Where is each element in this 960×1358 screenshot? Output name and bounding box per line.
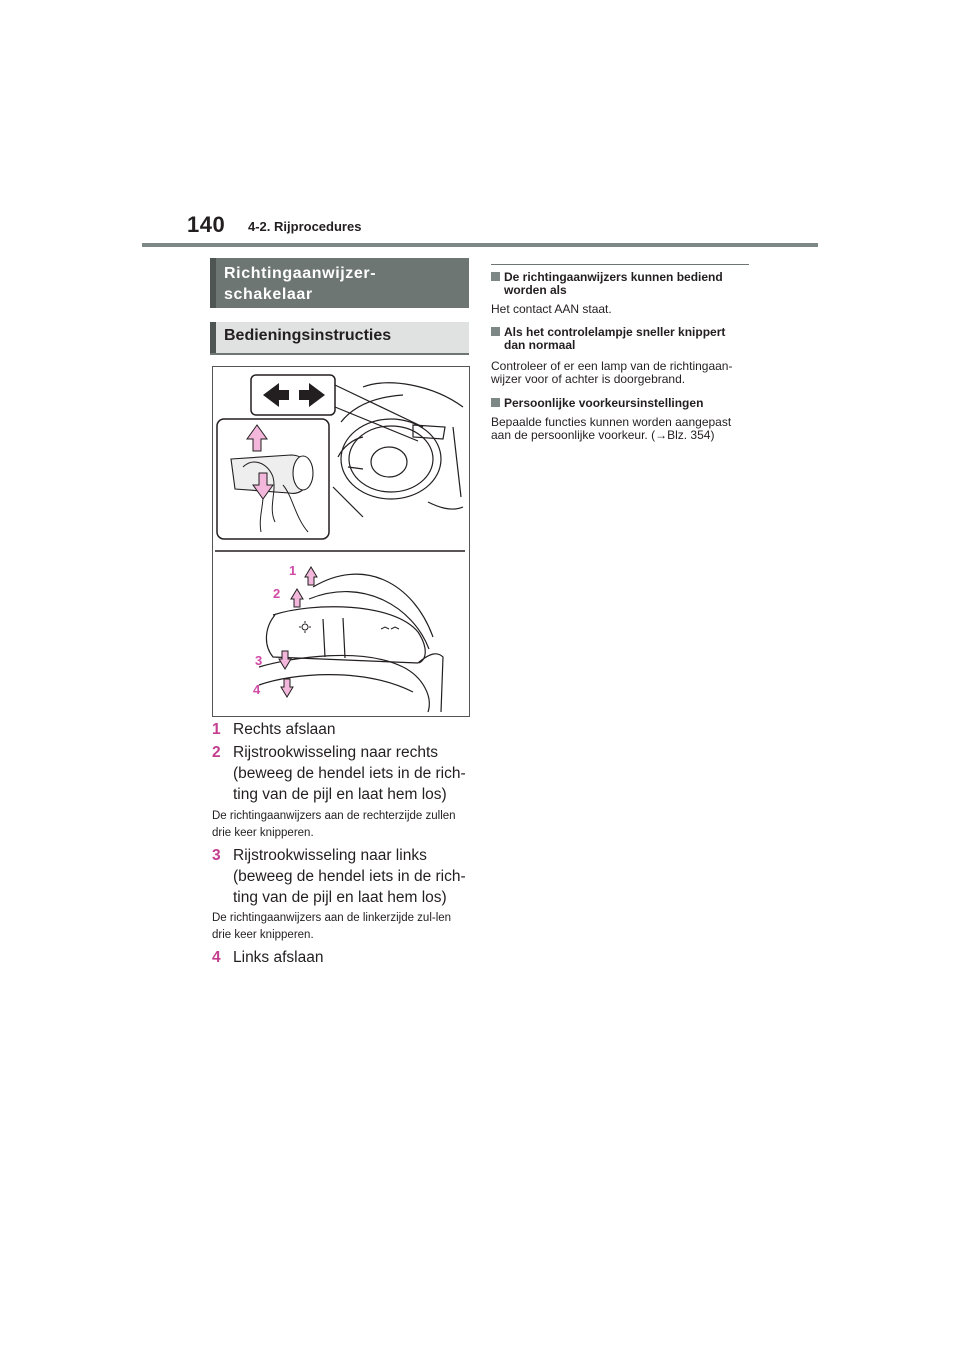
info-heading-text: De richtingaanwijzers kunnen bediend worden als: [504, 270, 723, 297]
steering-wheel-sketch: [333, 383, 463, 517]
page-number: 140: [187, 212, 226, 237]
callout-arrow-2: [291, 589, 303, 607]
step-number: 3: [212, 847, 221, 864]
square-bullet-icon: [491, 272, 500, 281]
callout-arrow-1: [305, 567, 317, 585]
section-title: Richtingaanwijzer-schakelaar: [224, 265, 377, 303]
step-number: 1: [212, 721, 221, 738]
header-rule: [142, 243, 818, 247]
chapter-title: 4-2. Rijprocedures: [248, 219, 362, 234]
step-text: Rijstrookwisseling naar rechts (beweeg de hendel iets in de rich-ting van de pijl en laat hem los): [233, 744, 466, 803]
turn-signal-illustration: [212, 366, 470, 717]
subsection-heading-bar: [210, 322, 216, 353]
step-text: Rechts afslaan: [233, 721, 336, 738]
step-text: Links afslaan: [233, 949, 324, 966]
subsection-heading: [210, 322, 469, 355]
callout-arrow-4: [281, 679, 293, 697]
callout-arrow-3: [279, 651, 291, 669]
info-heading-text: Als het controlelampje sneller knippert dan normaal: [504, 325, 726, 352]
square-bullet-icon: [491, 398, 500, 407]
step-text: Rijstrookwisseling naar links (beweeg de hendel iets in de rich-ting van de pijl en laat hem los): [233, 847, 466, 906]
lever-symbols-icon: [299, 621, 399, 633]
callout-label-3: 3: [255, 653, 263, 668]
info-text-preferences: Bepaalde functies kunnen worden aangepast aan de persoonlijke voorkeur. (→Blz. 354): [491, 415, 732, 442]
callout-label-4: 4: [253, 682, 261, 697]
section-heading-bar: [210, 258, 216, 308]
hand-operating-lever-inset: [217, 419, 329, 539]
square-bullet-icon: [491, 327, 500, 336]
note-right-signal: De richtingaanwijzers aan de rechterzijde zullen drie keer knipperen.: [212, 810, 456, 839]
info-heading-text: Persoonlijke voorkeursinstellingen: [504, 396, 704, 410]
right-column-rule: [491, 264, 749, 265]
callout-label-2: 2: [273, 586, 281, 601]
step-number: 2: [212, 744, 221, 761]
info-text-fast-blink: Controleer of er een lamp van de richtingaan-wijzer voor of achter is doorgebrand.: [491, 359, 733, 386]
turn-direction-arrows-icon: [251, 375, 335, 415]
callout-label-1: 1: [289, 563, 297, 578]
note-left-signal: De richtingaanwijzers aan de linkerzijde zul-len drie keer knipperen.: [212, 912, 452, 941]
step-number: 4: [212, 949, 221, 966]
section-heading: [210, 258, 469, 308]
info-text-operable: Het contact AAN staat.: [491, 302, 612, 316]
subsection-title: Bedieningsinstructies: [224, 327, 392, 344]
